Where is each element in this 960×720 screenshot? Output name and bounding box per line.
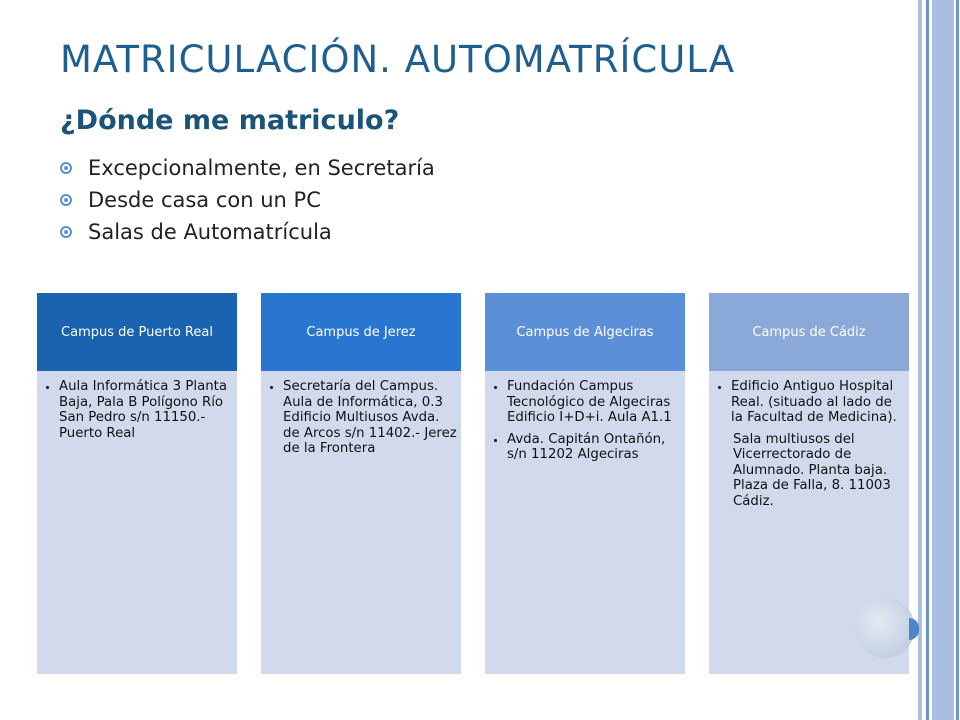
- border-line: [956, 0, 959, 720]
- slide-subtitle: ¿Dónde me matriculo?: [60, 105, 400, 136]
- campus-card-jerez: [261, 293, 461, 674]
- slide-border-decoration: [916, 0, 960, 720]
- card-heading: Campus de Cádiz: [709, 293, 909, 371]
- card-heading: Campus de Jerez: [261, 293, 461, 371]
- bullet-list: [60, 152, 435, 248]
- card-item: • Avda. Capitán Ontañón, s/n 11202 Algeciras: [507, 432, 681, 463]
- card-body: [717, 379, 905, 509]
- ring-bullet-icon: [60, 226, 72, 238]
- ring-bullet-icon: [60, 162, 72, 174]
- bullet-text: Salas de Automatrícula: [88, 220, 332, 244]
- border-line: [932, 0, 954, 720]
- bullet-text: Desde casa con un PC: [88, 188, 321, 212]
- card-item: • Fundación Campus Tecnológico de Algeciras Edificio I+D+i. Aula A1.1: [507, 379, 681, 426]
- bullet-item: [60, 152, 435, 184]
- ring-bullet-icon: [60, 194, 72, 206]
- bullet-item: [60, 184, 435, 216]
- card-heading: Campus de Algeciras: [485, 293, 685, 371]
- campus-cards: [37, 293, 910, 674]
- card-item: • Secretaría del Campus. Aula de Informática, 0.3 Edificio Multiusos Avda. de Arcos s/n 11402.- Jerez de la Frontera: [283, 379, 457, 457]
- border-line: [926, 0, 929, 720]
- campus-card-algeciras: [485, 293, 685, 674]
- border-line: [918, 0, 922, 720]
- card-extra-line: Sala multiusos del Vicerrectorado de Alumnado. Planta baja.: [733, 431, 888, 478]
- slide-title: MATRICULACIÓN. AUTOMATRÍCULA: [60, 38, 736, 81]
- card-heading: Campus de Puerto Real: [37, 293, 237, 371]
- card-item: • Edificio Antiguo Hospital Real. (situado al lado de la Facultad de Medicina).: [731, 379, 905, 426]
- university-seal-icon: [855, 598, 915, 658]
- card-item: • Aula Informática 3 Planta Baja, Pala B Polígono Río San Pedro s/n 11150.- Puerto Real: [59, 379, 233, 441]
- bullet-item: [60, 216, 435, 248]
- card-body: [493, 379, 681, 469]
- card-body: [269, 379, 457, 463]
- card-extra-line: Plaza de Falla, 8. 11003 Cádiz.: [733, 478, 891, 509]
- campus-card-puerto-real: [37, 293, 237, 674]
- bullet-text: Excepcionalmente, en Secretaría: [88, 156, 435, 180]
- card-body: [45, 379, 233, 447]
